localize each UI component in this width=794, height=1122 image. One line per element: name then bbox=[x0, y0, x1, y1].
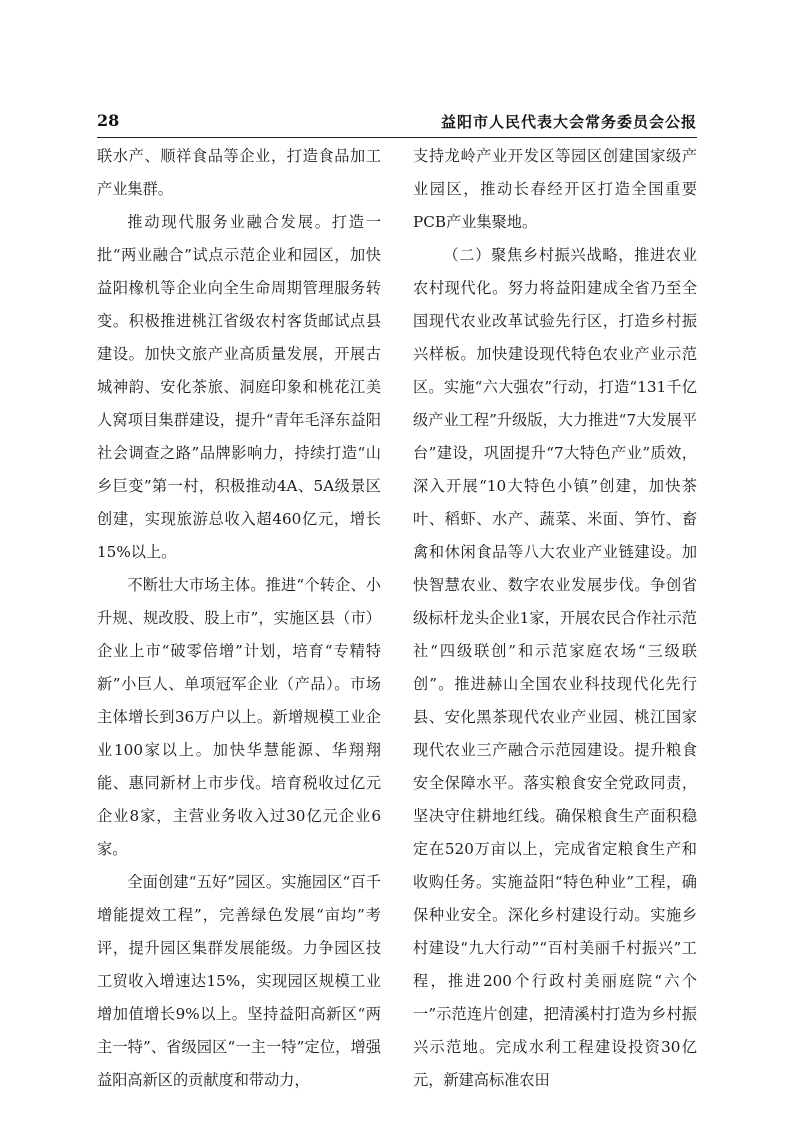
paragraph-food-industry: 联水产、顺祥食品等企业，打造食品加工产业集群。 bbox=[97, 147, 381, 198]
paragraph-park-continuation: 支持龙岭产业开发区等园区创建国家级产业园区，推动长春经开区打造全国重要PCB产业集聚地。 bbox=[413, 147, 697, 231]
section-heading: （二）聚焦乡村振兴战略，推进农业农村现代化。 bbox=[413, 246, 697, 297]
paragraph-service-industry: 推动现代服务业融合发展。打造一批“两业融合”试点示范企业和园区，加快益阳橡机等企业向全生命周期管理服务转变。积极推进桃江省级农村客货邮试点县建设。加快文旅产业高质量发展，开展古城神韵、安化茶旅、洞庭印象和桃花江美人窝项目集群建设，提升“青年毛泽东益阳社会调查之路”品牌影响力，持续打造“山乡巨变”第一村，积极推动4A、5A级景区创建，实现旅游总收入超460亿元，增长15%以上。 bbox=[97, 213, 381, 561]
section-body: 努力将益阳建成全省乃至全国现代农业改革试验先行区，打造乡村振兴样板。加快建设现代特色农业产业示范区。实施“六大强农”行动，打造“131千亿级产业工程”升级版，大力推进“7大发展平台”建设，巩固提升“7大特色产业”质效，深入开展“10大特色小镇”创建，加快茶叶、稻虾、水产、蔬菜、米面、笋竹、畜禽和休闲食品等八大农业产业链建设。加快智慧农业、数字农业发展步伐。争创省级标杆龙头企业1家，开展农民合作社示范社“四级联创”和示范家庭农场“三级联创”。推进赫山全国农业科技现代化先行县、安化黑茶现代农业产业园、桃江国家现代农业三产融合示范园建设。提升粮食安全保障水平。落实粮食安全党政同责，坚决守住耕地红线。确保粮食生产面积稳定在520万亩以上，完成省定粮食生产和收购任务。实施益阳“特色种业”工程，确保种业安全。深化乡村建设行动。实施乡村建设“九大行动”“百村美丽千村振兴”工程，推进200个行政村美丽庭院“六个一”示范连片创建，把清溪村打造为乡村振兴示范地。完成水利工程建设投资30亿元，新建高标准农田 bbox=[413, 279, 697, 1089]
page-header bbox=[97, 111, 697, 135]
paragraph-rural-revitalization bbox=[413, 239, 697, 1097]
left-column bbox=[97, 140, 381, 1097]
page-number: 28 bbox=[97, 111, 120, 130]
right-column bbox=[413, 140, 697, 1097]
journal-title: 益阳市人民代表大会常务委员会公报 bbox=[440, 113, 697, 131]
paragraph-industrial-parks: 全面创建“五好”园区。实施园区“百千增能提效工程”，完善绿色发展“亩均”考评，提升园区集群发展能级。力争园区技工贸收入增速达15%，实现园区规模工业增加值增长9%以上。坚持益阳高新区“两主一特”、省级园区“一主一特”定位，增强益阳高新区的贡献度和带动力， bbox=[97, 873, 381, 1089]
header-divider bbox=[97, 137, 697, 138]
paragraph-market-entities: 不断壮大市场主体。推进“个转企、小升规、规改股、股上市”，实施区县（市）企业上市“破零倍增”计划，培育“专精特新”小巨人、单项冠军企业（产品）。市场主体增长到36万户以上。新增规模工业企业100家以上。加快华慧能源、华翔翔能、惠同新材上市步伐。培育税收过亿元企业8家，主营业务收入过30亿元企业6家。 bbox=[97, 576, 381, 858]
